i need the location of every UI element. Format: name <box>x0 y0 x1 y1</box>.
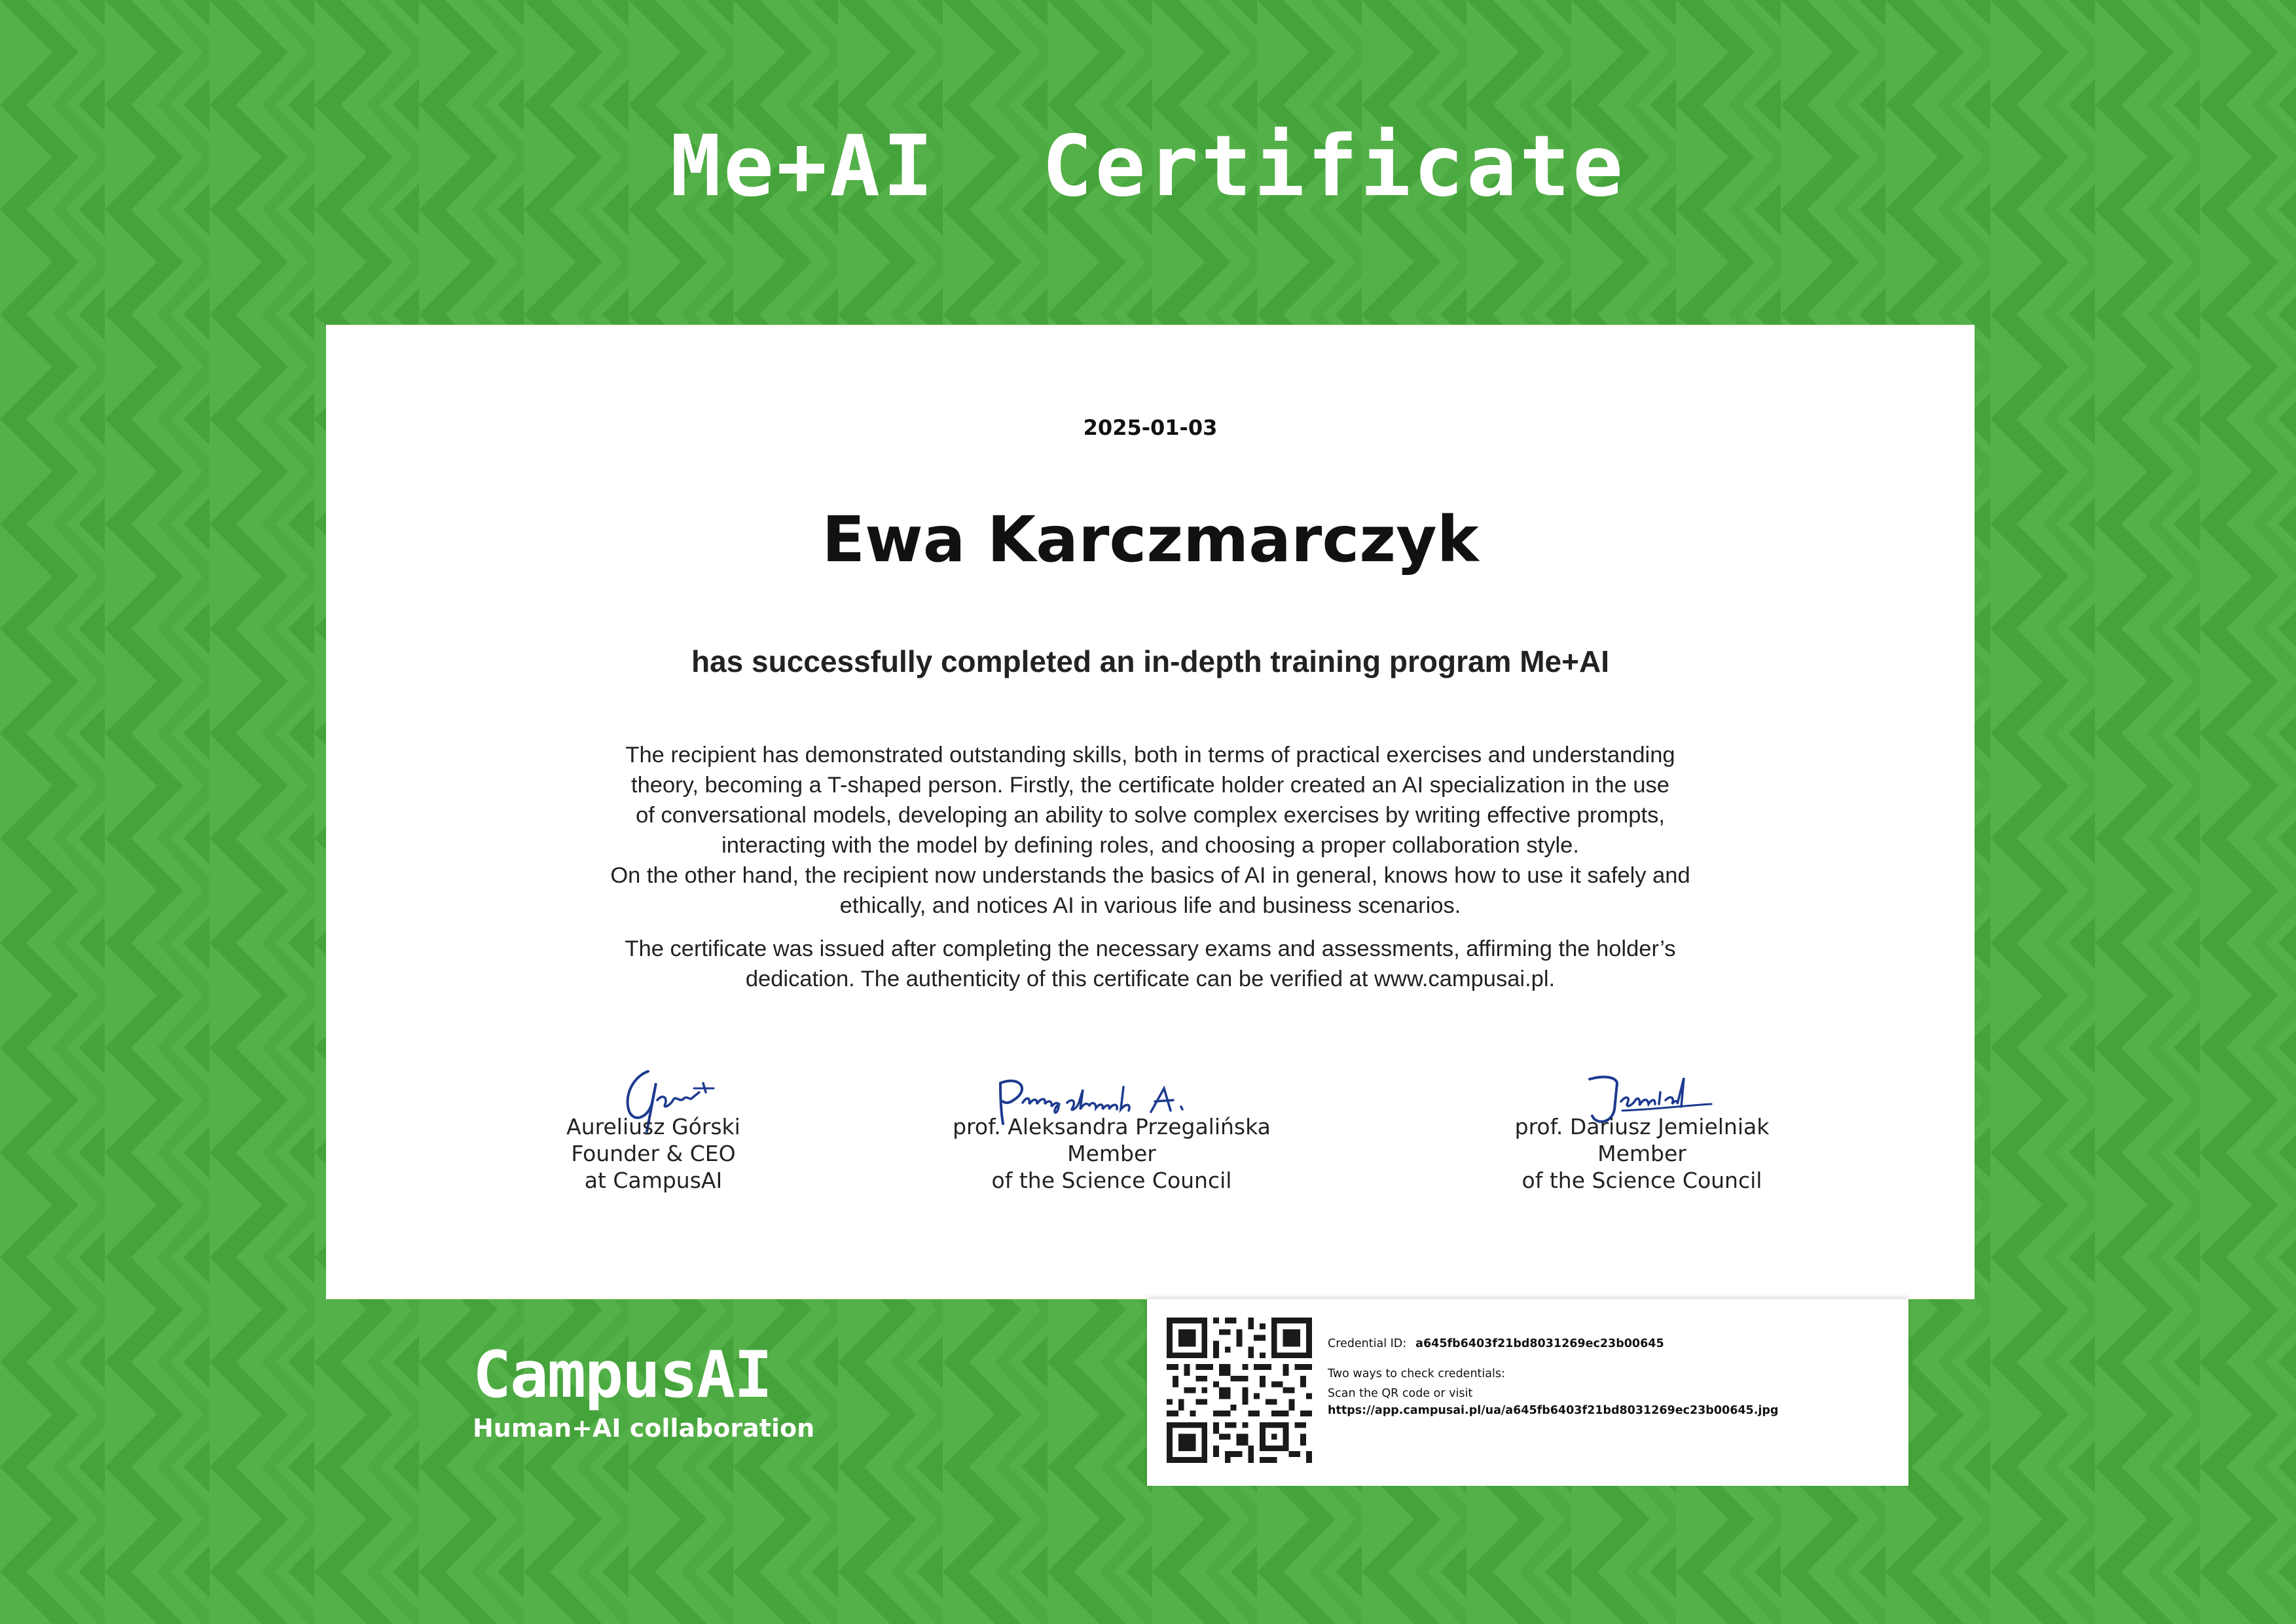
signatory-name: Aureliusz Górski <box>566 1114 740 1139</box>
signatory-gorski <box>516 1063 791 1194</box>
signatory-org: at CampusAI <box>584 1168 723 1193</box>
verification-line: The certificate was issued after completing the necessary exams and assessments, affirming the holder’s <box>625 936 1676 961</box>
verification-paragraph <box>509 934 1791 994</box>
credential-id-value: a645fb6403f21bd8031269ec23b00645 <box>1415 1337 1664 1350</box>
description-line: ethically, and notices AI in various life and business scenarios. <box>839 893 1461 918</box>
qr-code-icon[interactable] <box>1167 1318 1312 1463</box>
description-line: theory, becoming a T-shaped person. Firstly, the certificate holder created an AI specialization in the use <box>631 773 1669 798</box>
verification-line: dedication. The authenticity of this certificate can be verified at www.campusai.pl. <box>745 967 1556 991</box>
certificate-description <box>509 740 1791 994</box>
campusai-logo <box>473 1339 814 1443</box>
signatory-przegalinska <box>889 1063 1334 1194</box>
signatory-org: of the Science Council <box>1522 1168 1762 1193</box>
credential-id-label: Credential ID: <box>1328 1337 1407 1350</box>
certificate-title: Me+AI Certificate <box>670 118 1626 215</box>
signatory-role: Member <box>1067 1141 1156 1166</box>
description-paragraph <box>509 740 1791 921</box>
completion-statement: has successfully completed an in-depth training program Me+AI <box>691 644 1609 678</box>
verification-instruction: Scan the QR code or visit <box>1328 1387 1473 1400</box>
credential-panel <box>1147 1299 1908 1486</box>
signatory-name: prof. Aleksandra Przegalińska <box>953 1114 1271 1139</box>
description-line: The recipient has demonstrated outstanding skills, both in terms of practical exercises and understanding <box>625 743 1675 767</box>
logo-tagline: Human+AI collaboration <box>473 1414 815 1443</box>
description-line: interacting with the model by defining roles, and choosing a proper collaboration style. <box>721 833 1579 858</box>
description-line: of conversational models, developing an ability to solve complex exercises by writing effective prompts, <box>636 803 1665 828</box>
verification-link[interactable]: https://app.campusai.pl/ua/a645fb6403f21bd8031269ec23b00645.jpg <box>1328 1404 1779 1417</box>
description-line: On the other hand, the recipient now understands the basics of AI in general, knows how to use it safely and <box>610 863 1690 888</box>
credential-info <box>1328 1337 1897 1417</box>
signatory-name: prof. Dariusz Jemielniak <box>1514 1114 1770 1139</box>
verification-heading: Two ways to check credentials: <box>1328 1367 1505 1380</box>
logo-wordmark: CampusAI <box>473 1338 772 1412</box>
issue-date: 2025-01-03 <box>1083 415 1218 440</box>
signatory-org: of the Science Council <box>991 1168 1232 1193</box>
signatory-jemielniak <box>1406 1063 1878 1194</box>
signatory-role: Member <box>1597 1141 1686 1166</box>
signatory-role: Founder & CEO <box>571 1141 736 1166</box>
certificate-card <box>326 325 1975 1299</box>
credential-id-row <box>1328 1337 1897 1350</box>
recipient-name: Ewa Karczmarczyk <box>822 503 1479 576</box>
